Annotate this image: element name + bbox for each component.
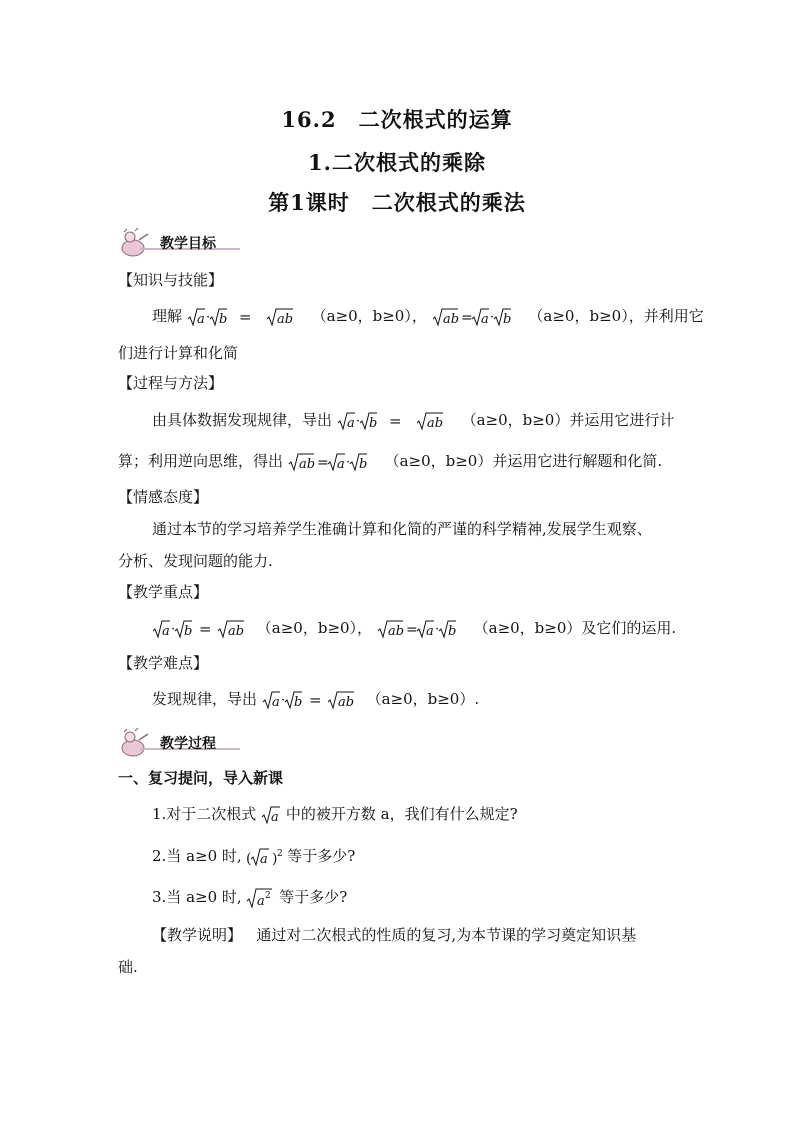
- teaching-goals-badge: [118, 228, 240, 260]
- svg-text:·: ·: [280, 693, 285, 708]
- cartoon-figure-icon: [118, 728, 152, 758]
- question-2: [152, 846, 355, 868]
- formula-sqrt-a-squared-under-root: [246, 886, 274, 910]
- attitude-line-2: 分析、发现问题的能力.: [118, 552, 273, 570]
- svg-text:2: 2: [277, 849, 284, 859]
- svg-text:b: b: [368, 416, 378, 431]
- svg-text:a: a: [196, 312, 205, 327]
- process-line-1: [152, 410, 674, 432]
- teaching-process-badge: [118, 728, 240, 760]
- svg-text:·: ·: [205, 310, 210, 325]
- difficulty-line: [152, 689, 479, 711]
- formula-sqrt-a-times-sqrt-b-equals-sqrt-ab: [187, 306, 307, 328]
- svg-text:=: =: [308, 691, 322, 709]
- svg-text:a: a: [271, 695, 280, 710]
- svg-text:): ): [272, 851, 278, 867]
- formula-sqrt-ab-equals-sqrt-a-times-sqrt-b: [432, 306, 524, 328]
- section-title: 1.二次根式的乘除: [308, 150, 486, 175]
- svg-text:ab: ab: [337, 695, 354, 710]
- knowledge-line-2: 们进行计算和化简: [118, 344, 239, 362]
- knowledge-suffix: ，并利用它: [628, 307, 704, 325]
- svg-text:·: ·: [345, 455, 350, 470]
- period-title: 第1课时 二次根式的乘法: [268, 190, 526, 215]
- svg-text:(: (: [246, 851, 252, 867]
- key-points-suffix: 及它们的运用.: [581, 619, 677, 637]
- formula-sqrt-ab-equals-sqrt-a-times-sqrt-b: [377, 618, 469, 640]
- question-1-prefix: 1.对于二次根式: [152, 805, 257, 823]
- svg-text:·: ·: [171, 622, 176, 637]
- svg-text:b: b: [218, 312, 228, 327]
- key-points-heading: 【教学重点】: [118, 583, 209, 601]
- formula-sqrt-a-times-sqrt-b-equals-sqrt-ab: [152, 618, 252, 640]
- question-2-suffix: 等于多少?: [287, 847, 356, 865]
- svg-text:=: =: [316, 455, 329, 471]
- teaching-note-text: 通过对二次根式的性质的复习,为本节课的学习奠定知识基: [256, 926, 637, 944]
- formula-sqrt-a-squared: [246, 846, 282, 868]
- formula-sqrt-a-times-sqrt-b-equals-sqrt-ab: [262, 689, 362, 711]
- svg-text:a: a: [260, 852, 269, 867]
- process-line2-condition: （a≥0，b≥0）: [384, 452, 493, 470]
- question-2-prefix: 2.当 a≥0 时,: [152, 847, 242, 865]
- svg-text:·: ·: [434, 622, 439, 637]
- process-line2-prefix: 算；利用逆向思维，得出: [118, 452, 284, 470]
- svg-text:2: 2: [265, 891, 272, 901]
- teaching-note-line-1: [152, 925, 636, 945]
- svg-text:a: a: [257, 894, 266, 909]
- process-prefix: 由具体数据发现规律，导出: [152, 411, 333, 429]
- question-3-suffix: 等于多少?: [279, 888, 348, 906]
- attitude-heading: 【情感态度】: [118, 488, 209, 506]
- knowledge-heading: 【知识与技能】: [118, 271, 224, 289]
- svg-text:b: b: [358, 457, 368, 472]
- svg-text:b: b: [447, 624, 457, 639]
- cartoon-figure-icon: [118, 228, 152, 258]
- svg-text:b: b: [502, 312, 511, 327]
- svg-text:ab: ab: [442, 312, 459, 327]
- knowledge-condition-1: （a≥0，b≥0），: [311, 307, 427, 325]
- badge-label: 教学目标: [160, 236, 216, 252]
- svg-text:ab: ab: [426, 416, 443, 431]
- svg-text:ab: ab: [228, 624, 245, 639]
- svg-text:=: =: [405, 622, 418, 638]
- key-points-line: [152, 618, 676, 640]
- svg-text:a: a: [480, 312, 489, 327]
- difficulty-suffix: （a≥0，b≥0）.: [366, 690, 480, 708]
- process-line2-suffix: 并运用它进行解题和化简.: [492, 452, 663, 470]
- knowledge-prefix: 理解: [152, 307, 183, 325]
- key-points-condition-2: （a≥0，b≥0）: [473, 619, 582, 637]
- svg-text:=: =: [460, 310, 473, 326]
- svg-text:a: a: [346, 416, 355, 431]
- svg-text:=: =: [199, 620, 212, 638]
- teaching-note-label: 【教学说明】: [152, 926, 243, 944]
- svg-text:=: =: [238, 308, 252, 326]
- process-suffix: 并运用它进行计: [569, 411, 675, 429]
- knowledge-condition-2: （a≥0，b≥0）: [528, 307, 629, 325]
- svg-text:ab: ab: [298, 457, 315, 472]
- svg-text:b: b: [293, 695, 303, 710]
- svg-text:a: a: [425, 624, 434, 639]
- question-1-suffix: 中的被开方数 a，我们有什么规定?: [285, 805, 518, 823]
- teaching-note-line-2: 础.: [118, 958, 138, 976]
- knowledge-line-1: [152, 306, 704, 328]
- svg-text:a: a: [162, 624, 170, 639]
- difficulty-prefix: 发现规律，导出: [152, 690, 258, 708]
- difficulty-heading: 【教学难点】: [118, 654, 209, 672]
- svg-text:ab: ab: [276, 312, 293, 327]
- question-3: [152, 886, 347, 910]
- svg-text:a: a: [336, 457, 345, 472]
- process-line-2: [118, 451, 662, 473]
- question-1: [152, 804, 518, 826]
- svg-text:a: a: [271, 810, 279, 825]
- formula-sqrt-a-times-sqrt-b-equals-sqrt-ab: [337, 410, 457, 432]
- svg-text:=: =: [388, 412, 402, 430]
- badge-label: 教学过程: [160, 736, 216, 752]
- lesson-title: 16.2 二次根式的运算: [281, 107, 513, 132]
- key-points-condition-1: （a≥0，b≥0），: [256, 619, 373, 637]
- svg-text:ab: ab: [387, 624, 404, 639]
- svg-text:·: ·: [489, 310, 494, 325]
- formula-sqrt-ab-equals-sqrt-a-times-sqrt-b: [288, 451, 380, 473]
- process-heading: 【过程与方法】: [118, 374, 224, 392]
- section-heading-review: 一、复习提问，导入新课: [118, 769, 284, 787]
- svg-text:b: b: [184, 624, 193, 639]
- formula-sqrt-a: [261, 804, 281, 826]
- question-3-prefix: 3.当 a≥0 时,: [152, 888, 242, 906]
- process-condition: （a≥0，b≥0）: [461, 411, 570, 429]
- attitude-line-1: 通过本节的学习培养学生准确计算和化简的严谨的科学精神,发展学生观察、: [152, 520, 652, 538]
- svg-text:·: ·: [355, 414, 360, 429]
